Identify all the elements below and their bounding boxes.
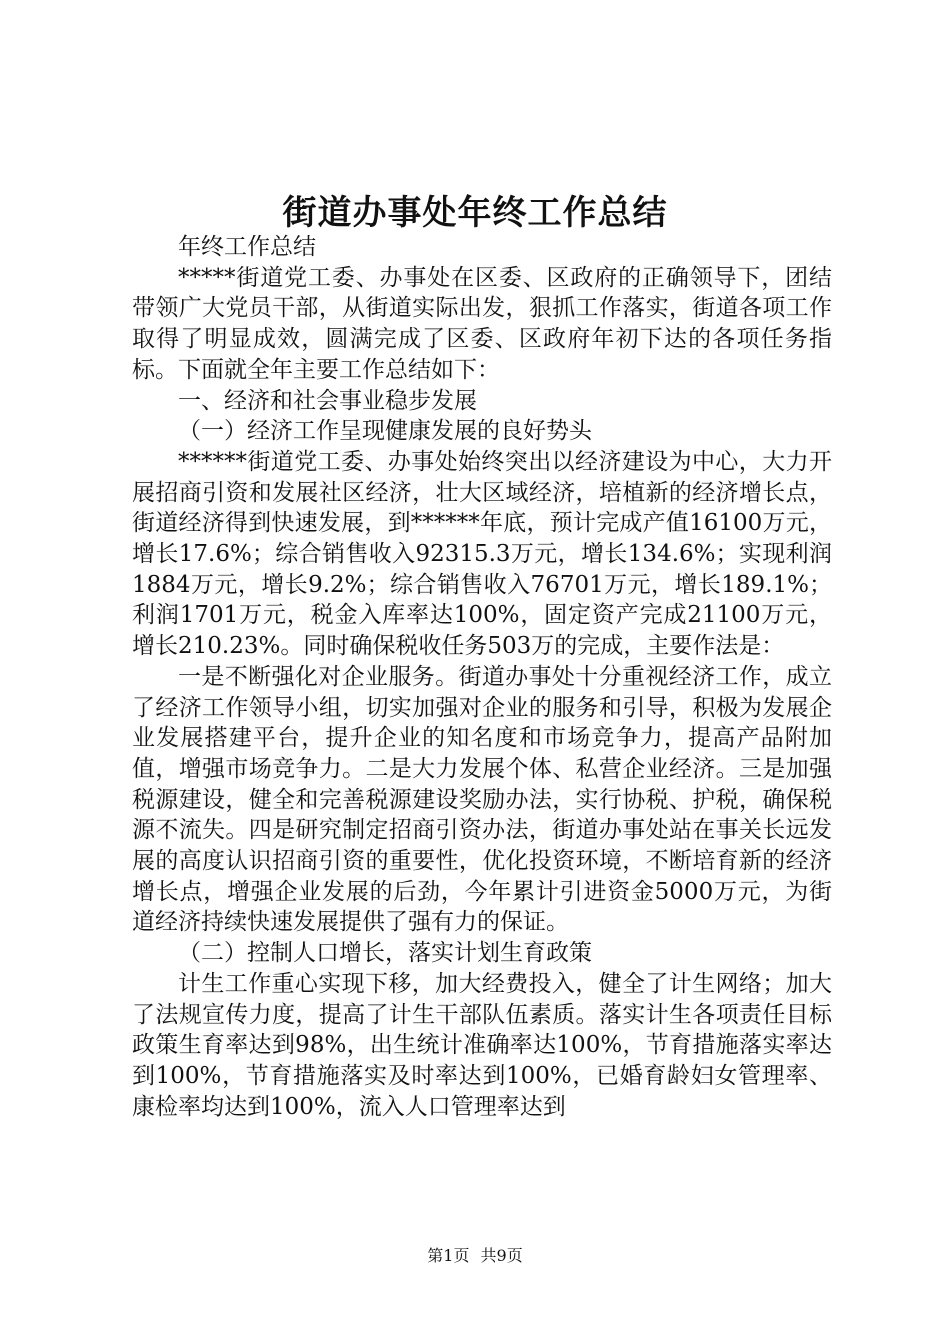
section-heading-1: 一、经济和社会事业稳步发展 bbox=[178, 387, 477, 414]
subsection-heading-1: （一）经济工作呈现健康发展的良好势头 bbox=[178, 418, 592, 445]
paragraph-measures: 一是不断强化对企业服务。街道办事处十分重视经济工作，成立了经济工作领导小组，切实加强对企业的服务和引导，积极为发展企业发展搭建平台，提升企业的知名度和市场竞争力，提高产品附加值，增强市场竞争力。二是大力发展个体、私营企业经济。三是加强税源建设，健全和完善税源建设奖励办法，实行协税、护税，确保税源不流失。四是研究制定招商引资办法，街道办事处站在事关长远发展的高度认识招商引资的重要性，优化投资环境，不断培育新的经济增长点，增强企业发展的后劲，今年累计引进资金5000万元，为街道经济持续快速发展提供了强有力的保证。 bbox=[132, 663, 832, 936]
subsection-heading-2: （二）控制人口增长，落实计划生育政策 bbox=[178, 940, 592, 967]
paragraph-subtitle: 年终工作总结 bbox=[178, 234, 316, 260]
page-footer bbox=[0, 1243, 950, 1266]
document-title: 街道办事处年终工作总结 bbox=[282, 193, 668, 233]
page-total: 共9页 bbox=[480, 1246, 523, 1265]
paragraph-family-planning: 计生工作重心实现下移，加大经费投入，健全了计生网络；加大了法规宣传力度，提高了计生干部队伍素质。落实计生各项责任目标政策生育率达到98%，出生统计准确率达100%，节育措施落实率达到100%，节育措施落实及时率达到100%，已婚育龄妇女管理率、康检率均达到100%，流入人口管理率达到 bbox=[132, 970, 832, 1120]
page-number: 第1页 bbox=[427, 1246, 470, 1265]
paragraph-intro: *****街道党工委、办事处在区委、区政府的正确领导下，团结带领广大党员干部，从街道实际出发，狠抓工作落实，街道各项工作取得了明显成效，圆满完成了区委、区政府年初下达的各项任务指标。下面就全年主要工作总结如下： bbox=[132, 264, 832, 383]
document-body bbox=[132, 232, 832, 1122]
paragraph-economy: ******街道党工委、办事处始终突出以经济建设为中心，大力开展招商引资和发展社区经济，壮大区域经济，培植新的经济增长点，街道经济得到快速发展，到******年底，预计完成产值16100万元，增长17.6%；综合销售收入92315.3万元，增长134.6%；实现利润1884万元，增长9.2%；综合销售收入76701万元，增长189.1%；利润1701万元，税金入库率达100%，固定资产完成21100万元，增长210.23%。同时确保税收任务503万的完成，主要作法是： bbox=[132, 448, 832, 660]
